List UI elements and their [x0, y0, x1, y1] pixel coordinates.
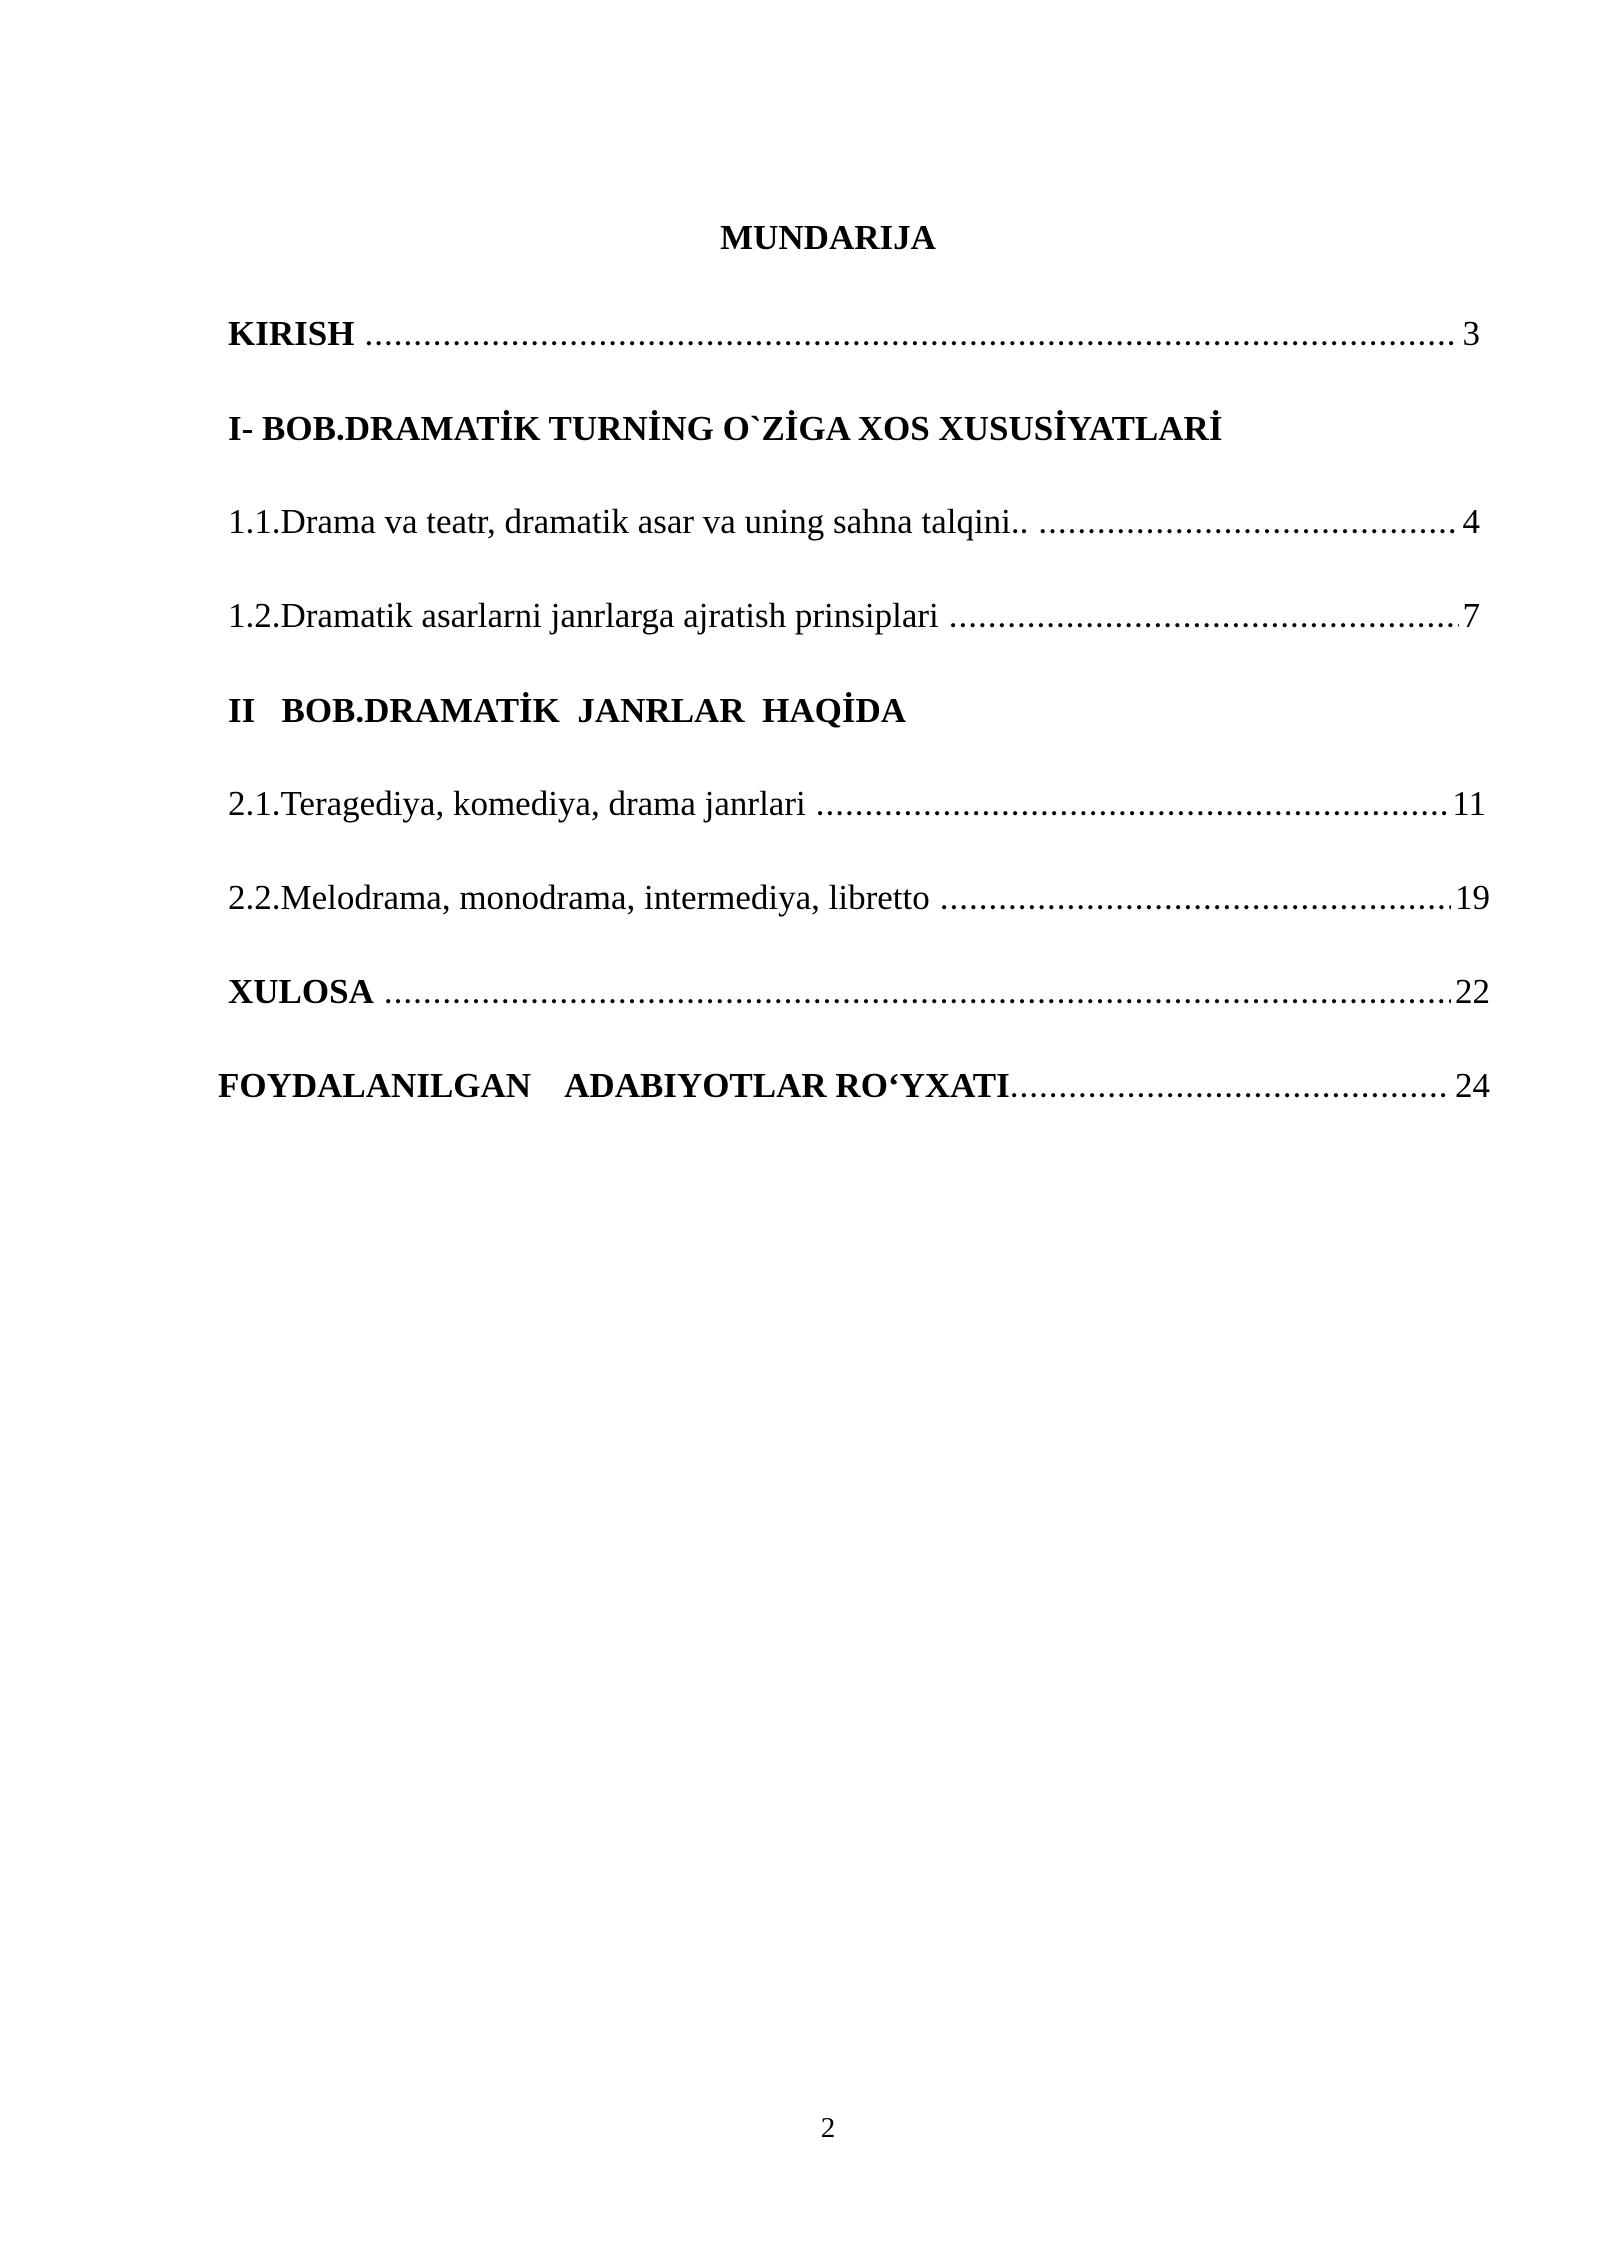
dot-leader [1038, 498, 1458, 546]
toc-entry-page: 4 [1462, 502, 1480, 541]
toc-entry-1-2 [228, 592, 1480, 640]
dot-leader [949, 592, 1459, 640]
toc-entry-2-2 [228, 874, 1490, 922]
toc-entry-label: 2.1.Teragediya, komediya, drama janrlari [228, 784, 806, 823]
toc-entry-page: 19 [1455, 878, 1490, 917]
toc-entry-page: 11 [1452, 784, 1486, 823]
page-number: 2 [820, 2112, 836, 2144]
toc-entry-label: 2.2.Melodrama, monodrama, intermediya, libretto [228, 878, 930, 917]
toc-entry-page: 24 [1455, 1066, 1490, 1105]
toc-entry-xulosa [228, 968, 1490, 1016]
dot-leader [1010, 1062, 1451, 1110]
dot-leader [364, 310, 1458, 358]
toc-entry-label: FOYDALANILGAN ADABIYOTLAR RO‘YXATI [218, 1066, 1010, 1105]
page-title: MUNDARIJA [720, 218, 936, 257]
toc-chapter-1-heading: I- BOB.DRAMATİK TURNİNG O`ZİGA XOS XUSUSİYATLARİ [228, 409, 1223, 448]
dot-leader [384, 968, 1451, 1016]
toc-chapter-2-heading: II BOB.DRAMATİK JANRLAR HAQİDA [228, 691, 907, 730]
toc-entry-page: 7 [1462, 596, 1480, 635]
toc-entry-2-1 [228, 780, 1486, 828]
toc-entry-label: KIRISH [228, 314, 355, 353]
toc-entry-1-1 [228, 498, 1480, 546]
toc-entry-kirish [228, 310, 1480, 358]
dot-leader [940, 874, 1451, 922]
toc-entry-bibliography [218, 1062, 1490, 1110]
toc-entry-label: 1.1.Drama va teatr, dramatik asar va uning sahna talqini.. [228, 502, 1029, 541]
toc-entry-page: 3 [1462, 314, 1480, 353]
toc-entry-label: XULOSA [228, 972, 374, 1011]
dot-leader [816, 780, 1449, 828]
toc-entry-page: 22 [1455, 972, 1490, 1011]
toc-entry-label: 1.2.Dramatik asarlarni janrlarga ajratish prinsiplari [228, 596, 939, 635]
